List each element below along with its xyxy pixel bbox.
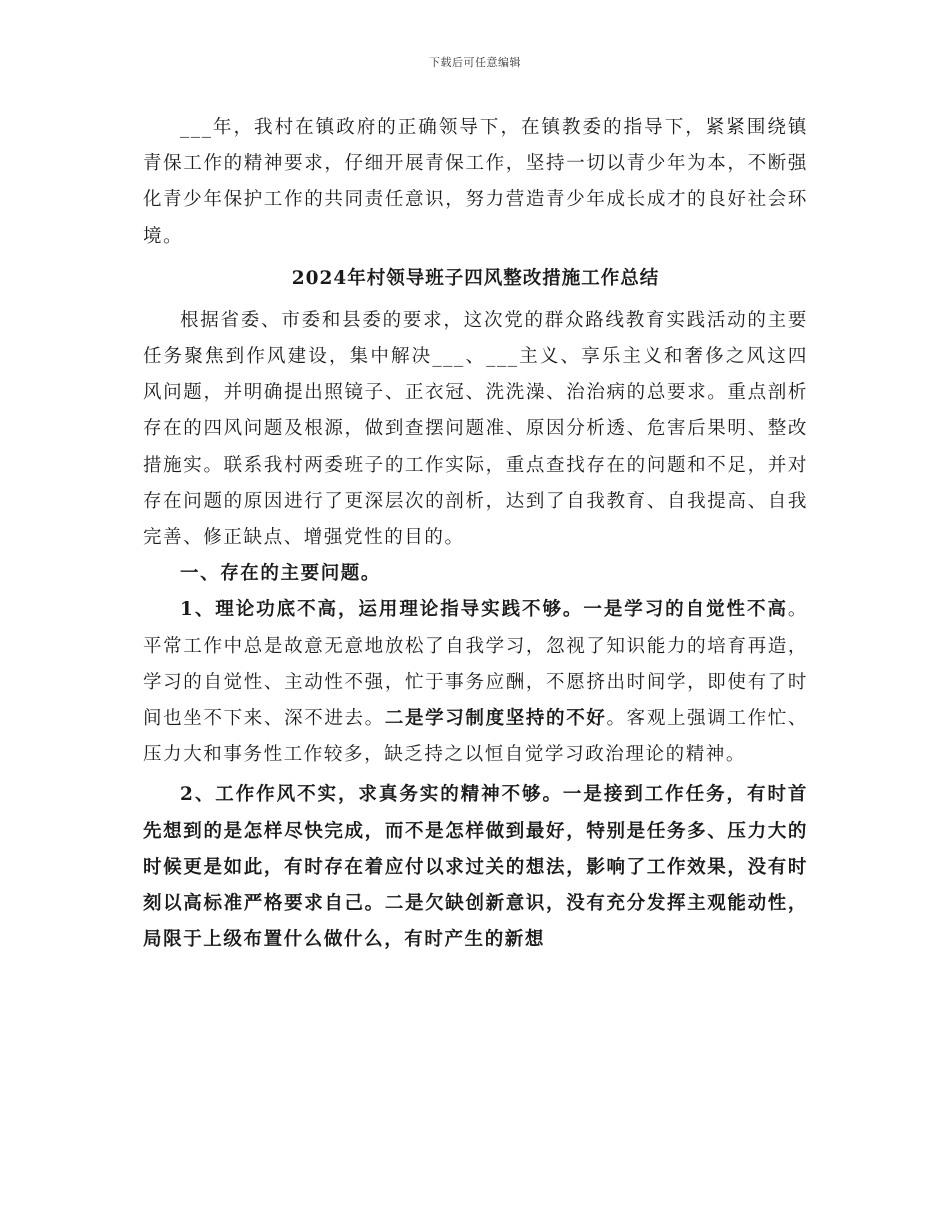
item-1-paragraph: [143, 592, 808, 773]
section-heading: 一、存在的主要问题。: [180, 563, 382, 585]
item-1-bold-lead: 1、理论功底不高，运用理论指导实践不够。一是学习的自觉性不高: [180, 599, 788, 621]
item-1-text-second: 。客观上强调工作忙、压力大和事务性工作较多，缺乏持之以恒自觉学习政治理论的精神。: [143, 708, 808, 766]
document-title: 2024年村领导班子四风整改措施工作总结: [291, 267, 660, 289]
intro-paragraph: ___年，我村在镇政府的正确领导下，在镇教委的指导下，紧紧围绕镇青保工作的精神要求，仔细开展青保工作，坚持一切以青少年为本，不断强化青少年保护工作的共同责任意识，努力营造青少年成长成才的良好社会环境。: [143, 117, 808, 247]
document-body: [143, 110, 808, 958]
item-1-bold-second: 二是学习制度坚持的不好: [384, 708, 607, 730]
item-2-paragraph: 2、工作作风不实，求真务实的精神不够。一是接到工作任务，有时首先想到的是怎样尽快完成，而不是怎样做到最好，特别是任务多、压力大的时候更是如此，有时存在着应付以求过关的想法，影响了工作效果，没有时刻以高标准严格要求自己。二是欠缺创新意识，没有充分发挥主观能动性，局限于上级布置什么做什么，有时产生的新想: [143, 784, 808, 951]
paragraph-1: 根据省委、市委和县委的要求，这次党的群众路线教育实践活动的主要任务聚焦到作风建设，集中解决___、___主义、享乐主义和奢侈之风这四风问题，并明确提出照镜子、正衣冠、洗洗澡、治治病的总要求。重点剖析存在的四风问题及根源，做到查摆问题准、原因分析透、危害后果明、整改措施实。联系我村两委班子的工作实际，重点查找存在的问题和不足，并对存在问题的原因进行了更深层次的剖析，达到了自我教育、自我提高、自我完善、修正缺点、增强党性的目的。: [143, 309, 808, 549]
item-1-text: 。平常工作中总是故意无意地放松了自我学习，忽视了知识能力的培育再造，学习的自觉性、主动性不强，忙于事务应酬，不愿挤出时间学，即使有了时间也坐不下来、深不进去。: [143, 599, 808, 730]
page-header: 下载后可任意编辑: [429, 56, 521, 69]
